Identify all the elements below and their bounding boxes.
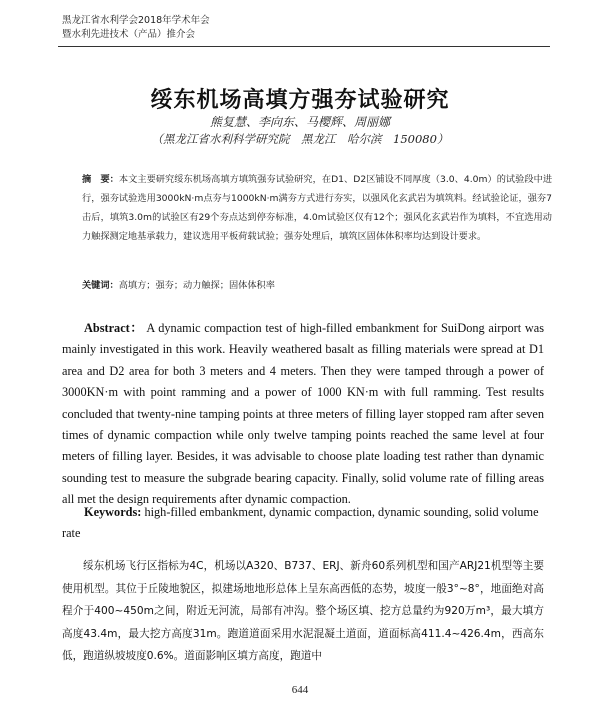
abstract-english	[62, 318, 544, 511]
abstract-english-label: Abstract：	[84, 321, 144, 335]
paper-authors: 熊复慧、李向东、马樱辉、周丽娜	[209, 115, 390, 129]
header-divider	[58, 46, 550, 47]
keywords-english	[62, 502, 544, 544]
paper-title: 绥东机场高填方强夯试验研究	[150, 88, 450, 113]
abstract-chinese	[82, 170, 552, 246]
paper-affiliation: （黑龙江省水利科学研究院 黑龙江 哈尔滨 150080）	[151, 132, 449, 146]
header-line-1: 黑龙江省水利学会2018年学术年会	[62, 15, 210, 26]
abstract-chinese-text: 本文主要研究绥东机场高填方填筑强夯试验研究，在D1、D2区铺设不同厚度（3.0、4.0m）的试验段中进行，强夯试验选用3000kN·m点夯与1000kN·m满夯方式进行夯实，以强风化玄武岩为填筑料。经试验论证，强夯7击后，填筑3.0m的试验区有29个夯点达到停夯标准，4.0m试验区仅有12个；强风化玄武岩作为填料，不宜选用动力触探测定地基承载力，建议选用平板荷载试验；强夯处理后，填筑区固体体积率均达到设计要求。	[82, 174, 553, 242]
keywords-english-text: high-filled embankment, dynamic compaction, dynamic sounding, solid volume rate	[62, 505, 539, 540]
keywords-chinese	[82, 279, 552, 293]
header-line-2: 暨水利先进技术（产品）推介会	[62, 29, 196, 40]
keywords-chinese-label: 关键词：	[82, 280, 119, 291]
keywords-english-label: Keywords:	[84, 505, 142, 519]
running-header	[62, 14, 362, 42]
body-paragraph: 绥东机场飞行区指标为4C，机场以A320、B737、ERJ、新舟60系列机型和国产ARJ21机型等主要使用机型。其位于丘陵地貌区，拟建场地地形总体上呈东高西低的态势，坡度一般3°~8°，地面绝对高程介于400~450m之间，附近无河流，局部有冲沟。整个场区填、挖方总量约为920万m³，最大填方高度43.4m，最大挖方高度31m。跑道道面采用水泥混凝土道面，道面标高411.4~426.4m，西高东低，跑道纵坡坡度0.6%。道面影响区填方高度，跑道中	[62, 560, 544, 662]
keywords-chinese-text: 高填方；强夯；动力触探；固体体积率	[118, 280, 275, 291]
page-number: 644	[291, 684, 309, 696]
abstract-chinese-label: 摘 要：	[82, 174, 119, 185]
abstract-english-text: A dynamic compaction test of high-filled embankment for SuiDong airport was mainly investigated in this work. Heavily weathered basalt as filling materials were spread at D1 area and D2 area for both 3 meters and 4 meters. Then they were tamped through a power of 3000KN·m with point ramming and a power of 1000 KN·m with full ramming. Test results concluded that twenty-nine tamping points at three meters of filling layer stopped ram after seven times of dynamic compaction while only twelve tamping points reached the same level at four meters of filling layer. Besides, it was advisable to choose plate loading test rather than dynamic sounding test to measure the subgrade bearing capacity. Finally, solid volume rate of filling areas all met the design requirements after dynamic compaction.	[62, 321, 544, 507]
